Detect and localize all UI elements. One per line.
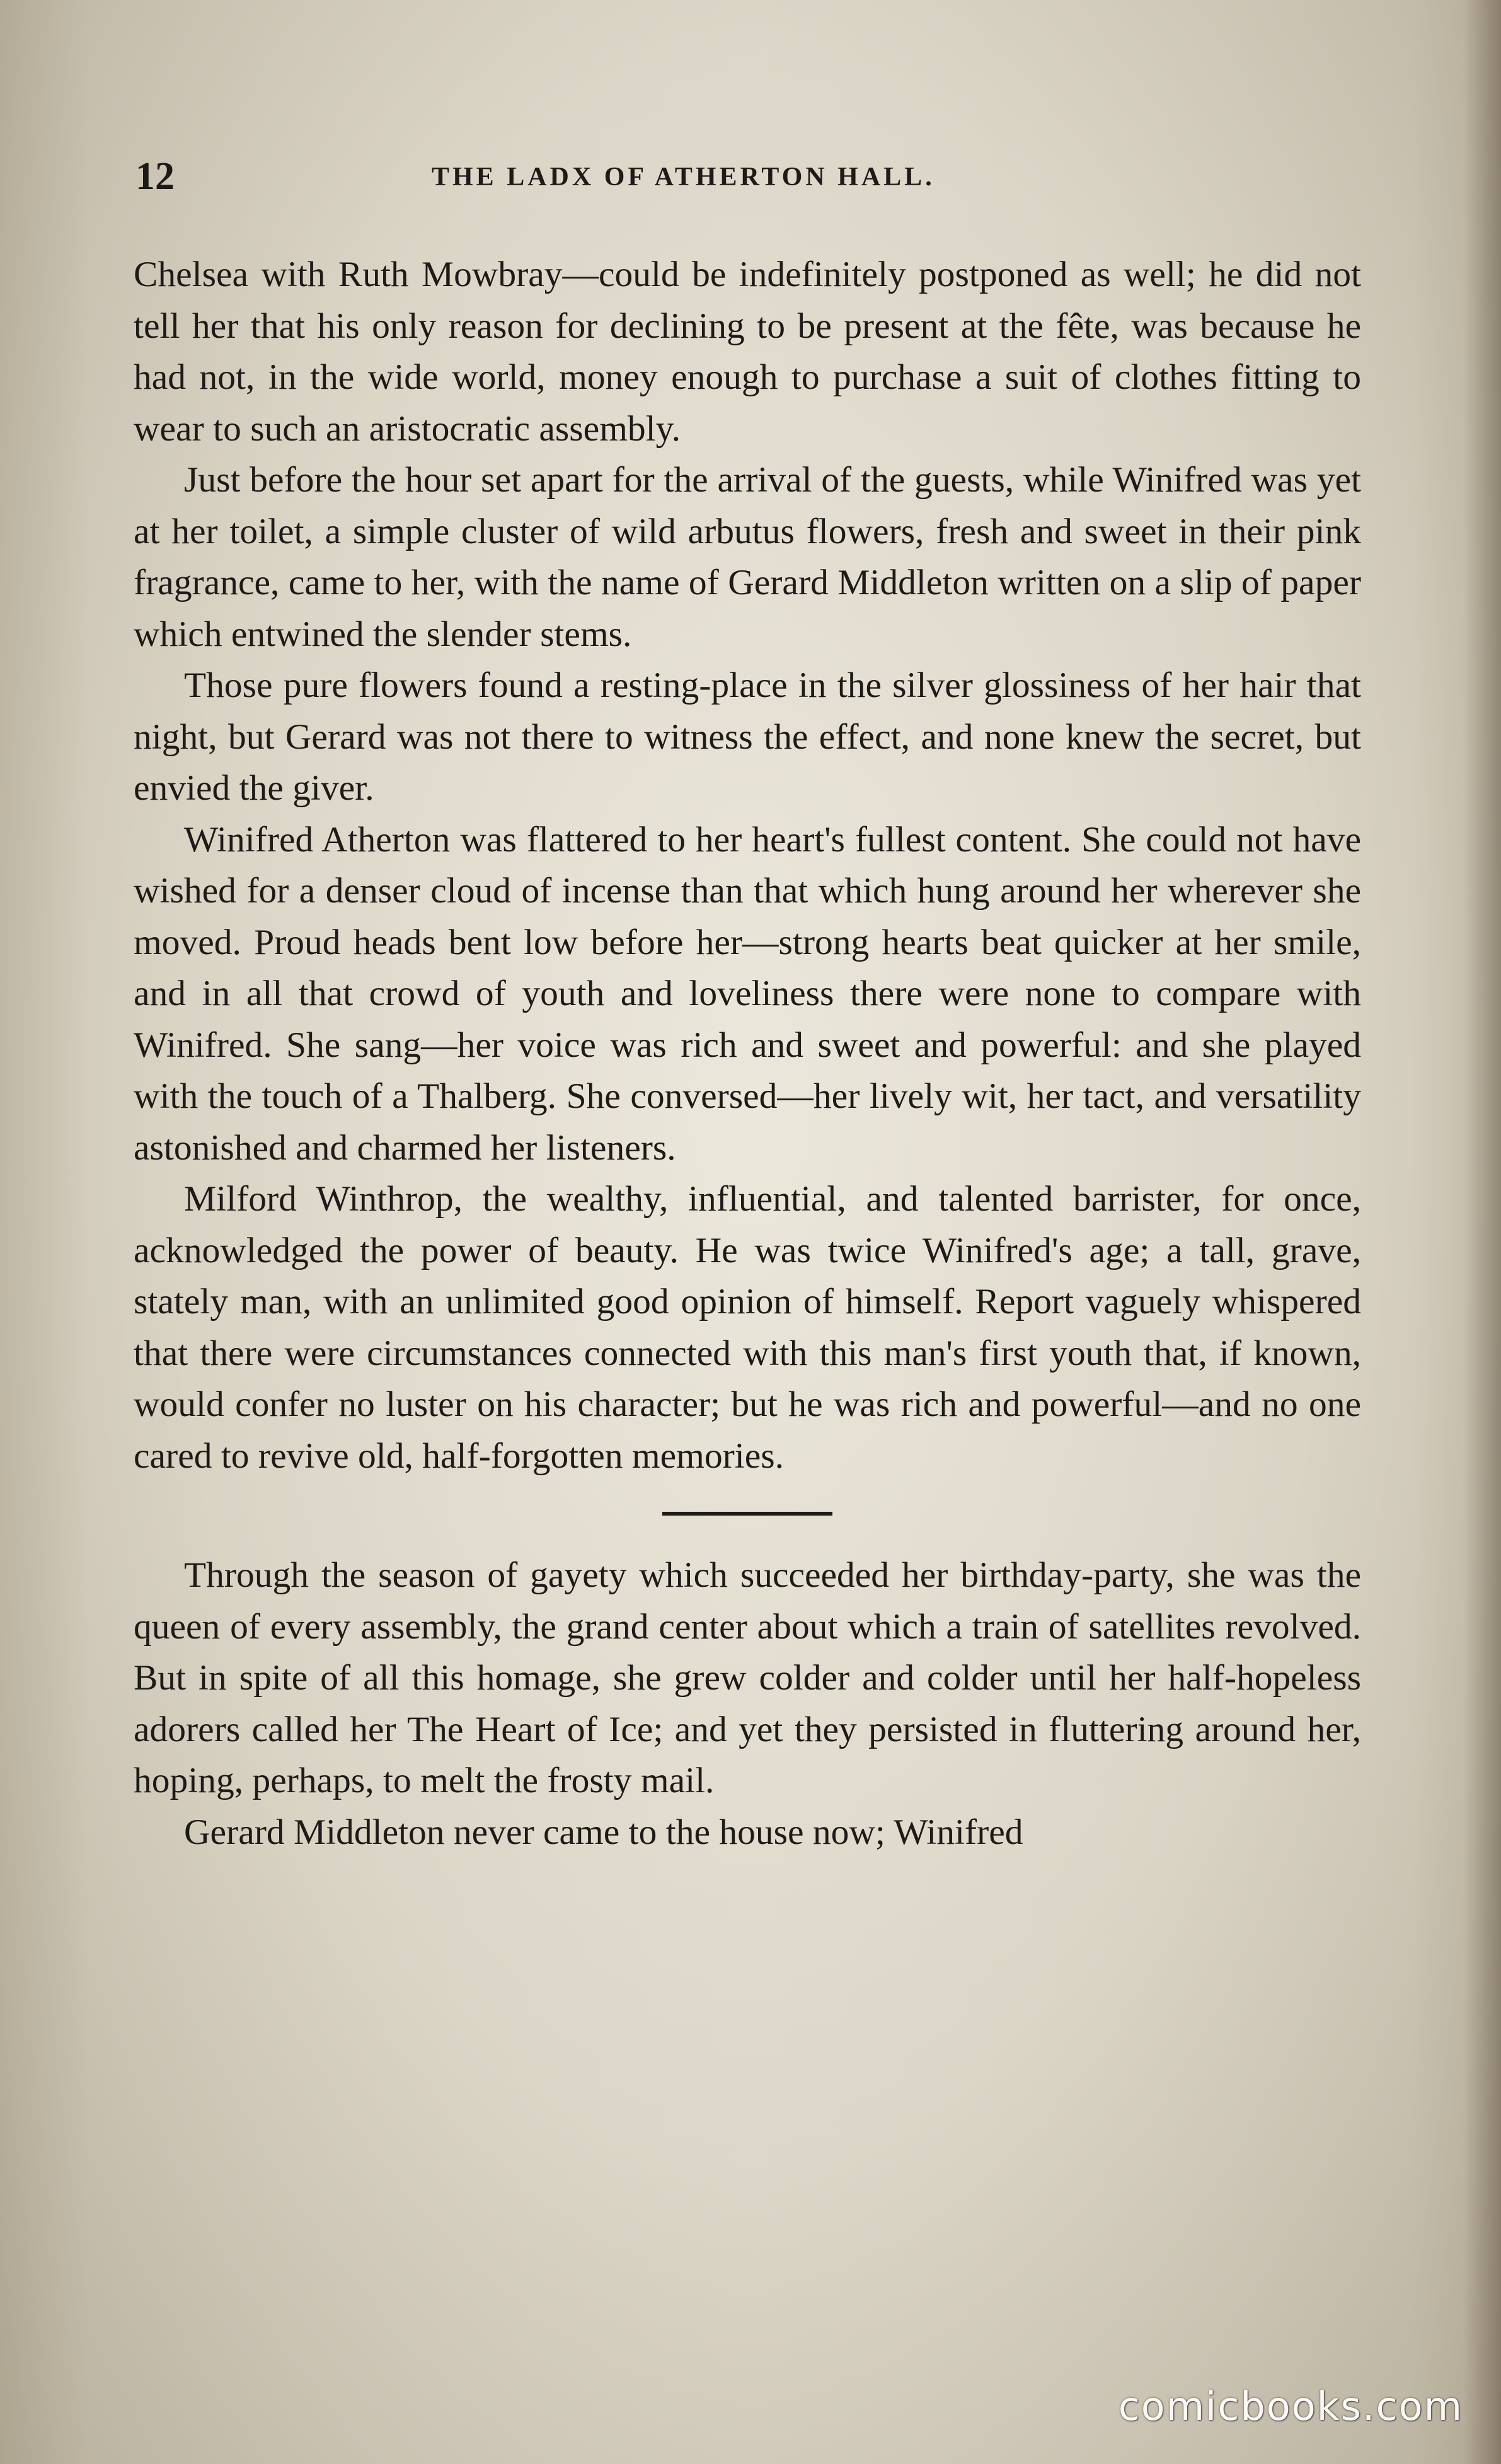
paragraph: Those pure flowers found a resting-place in the silver glossiness of her hair that night, but Gerard was not there to witness the effect, and none knew the secret, but envied the giver. xyxy=(134,665,1361,808)
paragraph: Milford Winthrop, the wealthy, influential, and talented barrister, for once, acknowledged the power of beauty. He was twice Winifred's age; a tall, grave, stately man, with an unlimited good opinion of himself. Report vaguely whispered that there were circumstances connected with this man's first youth that, if known, would confer no luster on his character; but he was rich and powerful—and no one cared to revive old, half-forgotten memories. xyxy=(134,1179,1361,1476)
watermark: comicbooks.com xyxy=(1118,2383,1463,2429)
paragraph: Winifred Atherton was flattered to her heart's fullest content. She could not have wished for a denser cloud of incense than that which hung around her wherever she moved. Proud heads bent low before her—strong hearts beat quicker at her smile, and in all that crowd of youth and loveliness there were none to compare with Winifred. She sang—her voice was rich and sweet and powerful: and she played with the touch of a Thalberg. She conversed—her lively wit, her tact, and versatility astonished and charmed her listeners. xyxy=(134,819,1361,1168)
running-head: THE LADX OF ATHERTON HALL. xyxy=(432,163,935,192)
page-header xyxy=(135,154,1361,205)
page-edge-shadow xyxy=(1463,0,1501,2464)
paragraph: Gerard Middleton never came to the house now; Winifred xyxy=(184,1812,1023,1852)
section-divider xyxy=(662,1512,832,1516)
paragraph: Chelsea with Ruth Mowbray—could be indefinitely postponed as well; he did not tell her that his only reason for declining to be present at the fête, was because he had not, in the wide world, money enough to purchase a suit of clothes fitting to wear to such an aristocratic assembly. xyxy=(134,255,1361,449)
page-number: 12 xyxy=(135,155,175,198)
paragraph: Just before the hour set apart for the arrival of the guests, while Winifred was yet at her toilet, a simple cluster of wild arbutus flowers, fresh and sweet in their pink fragrance, came to her, with the name of Gerard Middleton written on a slip of paper which entwined the slender stems. xyxy=(134,460,1361,654)
paragraph: Through the season of gayety which succeeded her birthday-party, she was the queen of every assembly, the grand center about which a train of satellites revolved. But in spite of all this homage, she grew colder and colder until her half-hopeless adorers called her The Heart of Ice; and yet they persisted in fluttering around her, hoping, perhaps, to melt the frosty mail. xyxy=(134,1555,1361,1800)
body-text xyxy=(134,249,1361,1858)
